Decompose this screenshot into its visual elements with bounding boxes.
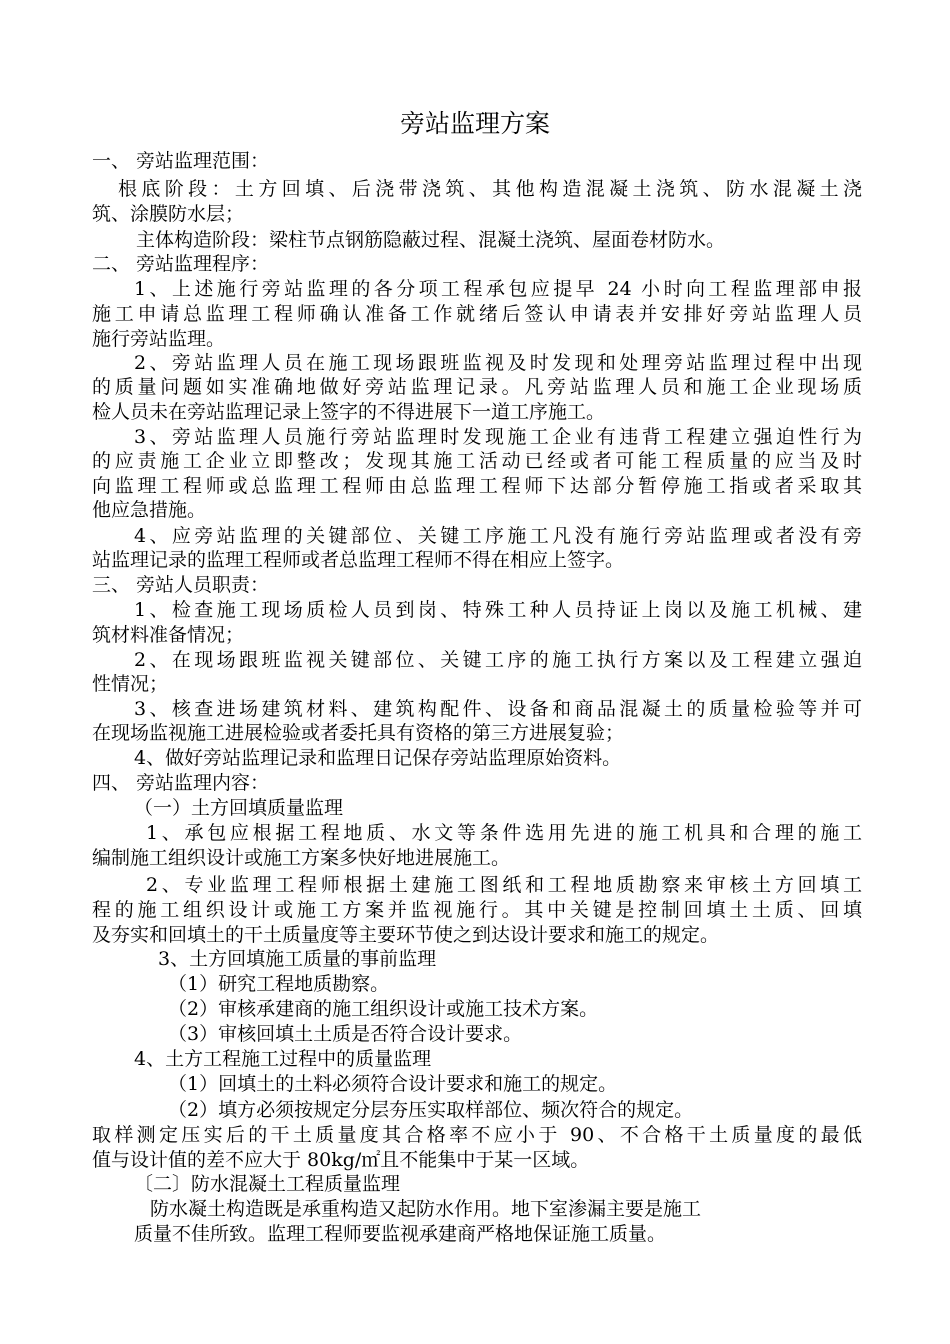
paragraph-line: 编制施工组织设计或施工方案多快好地进展施工。 [92, 847, 511, 869]
list-item: （2）审核承建商的施工组织设计或施工技术方案。 [168, 998, 599, 1020]
paragraph-line: 1、检查施工现场质检人员到岗、特殊工种人员持证上岗以及施工机械、建 [134, 599, 862, 621]
paragraph-line: 防水凝土构造既是承重构造又起防水作用。地下室渗漏主要是施工 [150, 1198, 702, 1220]
subheading: 〔二〕防水混凝土工程质量监理 [134, 1173, 401, 1195]
document-title: 旁站监理方案 [399, 109, 550, 138]
paragraph-line: 1、承包应根据工程地质、水文等条件选用先进的施工机具和合理的施工 [146, 822, 862, 844]
paragraph-line: 施工申请总监理工程师确认准备工作就绪后签认申请表并安排好旁站监理人员 [92, 303, 862, 325]
paragraph-line: 主体构造阶段：梁柱节点钢筋隐蔽过程、混凝土浇筑、屋面卷材防水。 [136, 229, 726, 251]
heading-2: 二、 旁站监理程序： [92, 253, 270, 275]
paragraph-line: 向监理工程师或总监理工程师由总监理工程师下达部分暂停施工指或者采取其 [92, 475, 862, 497]
paragraph-line: 4、应旁站监理的关键部位、关键工序施工凡没有施行旁站监理或者没有旁 [134, 525, 862, 547]
paragraph-line: 施行旁站监理。 [92, 328, 226, 350]
paragraph-line: 筑、涂膜防水层； [92, 203, 245, 225]
paragraph-line: 3、旁站监理人员施行旁站监理时发现施工企业有违背工程建立强迫性行为 [134, 426, 862, 448]
paragraph-line: 4、做好旁站监理记录和监理日记保存旁站监理原始资料。 [134, 747, 622, 769]
heading-3: 三、 旁站人员职责： [92, 574, 270, 596]
paragraph-line: 及夯实和回填土的干土质量度等主要环节使之到达设计要求和施工的规定。 [92, 924, 720, 946]
paragraph-line: 站监理记录的监理工程师或者总监理工程师不得在相应上签字。 [92, 549, 625, 571]
heading-1: 一、 旁站监理范围： [92, 150, 270, 172]
paragraph-line: 3、土方回填施工质量的事前监理 [158, 948, 437, 970]
paragraph-line: 2、在现场跟班监视关键部位、关键工序的施工执行方案以及工程建立强迫 [134, 649, 862, 671]
paragraph-line: 的应责施工企业立即整改；发现其施工活动已经或者可能工程质量的应当及时 [92, 450, 862, 472]
heading-4: 四、 旁站监理内容： [92, 772, 270, 794]
paragraph-line: 根底阶段：土方回填、后浇带浇筑、其他构造混凝土浇筑、防水混凝土浇 [118, 178, 862, 200]
paragraph-line: 取样测定压实后的干土质量度其合格率不应小于 90、不合格干土质量度的最低 [92, 1124, 862, 1146]
list-item: （3）审核回填土土质是否符合设计要求。 [168, 1023, 523, 1045]
paragraph-line: 检人员未在旁站监理记录上签字的不得进展下一道工序施工。 [92, 401, 606, 423]
paragraph-line: 值与设计值的差不应大于 80kg/㎡且不能集中于某一区域。 [92, 1149, 590, 1171]
paragraph-line: 3、核查进场建筑材料、建筑构配件、设备和商品混凝土的质量检验等并可 [134, 698, 862, 720]
paragraph-line: 在现场监视施工进展检验或者委托具有资格的第三方进展复验； [92, 722, 625, 744]
paragraph-line: 质量不佳所致。监理工程师要监视承建商严格地保证施工质量。 [134, 1223, 667, 1245]
paragraph-line: 1、上述施行旁站监理的各分项工程承包应提早 24 小时向工程监理部申报 [134, 278, 862, 300]
list-item: （1）回填土的土料必须符合设计要求和施工的规定。 [168, 1073, 618, 1095]
list-item: （1）研究工程地质勘察。 [168, 973, 390, 995]
paragraph-line: 他应急措施。 [92, 499, 207, 521]
paragraph-line: 2、旁站监理人员在施工现场跟班监视及时发现和处理旁站监理过程中出现 [134, 352, 862, 374]
list-item: （2）填方必须按规定分层夯压实取样部位、频次符合的规定。 [168, 1099, 694, 1121]
subheading: （一）土方回填质量监理 [134, 797, 344, 819]
paragraph-line: 4、土方工程施工过程中的质量监理 [134, 1048, 432, 1070]
paragraph-line: 性情况； [92, 673, 169, 695]
paragraph-line: 2、专业监理工程师根据土建施工图纸和工程地质勘察来审核土方回填工 [146, 874, 862, 896]
paragraph-line: 程的施工组织设计或施工方案并监视施行。其中关键是控制回填土土质、回填 [92, 899, 862, 921]
paragraph-line: 的质量问题如实准确地做好旁站监理记录。凡旁站监理人员和施工企业现场质 [92, 376, 862, 398]
paragraph-line: 筑材料准备情况； [92, 624, 245, 646]
